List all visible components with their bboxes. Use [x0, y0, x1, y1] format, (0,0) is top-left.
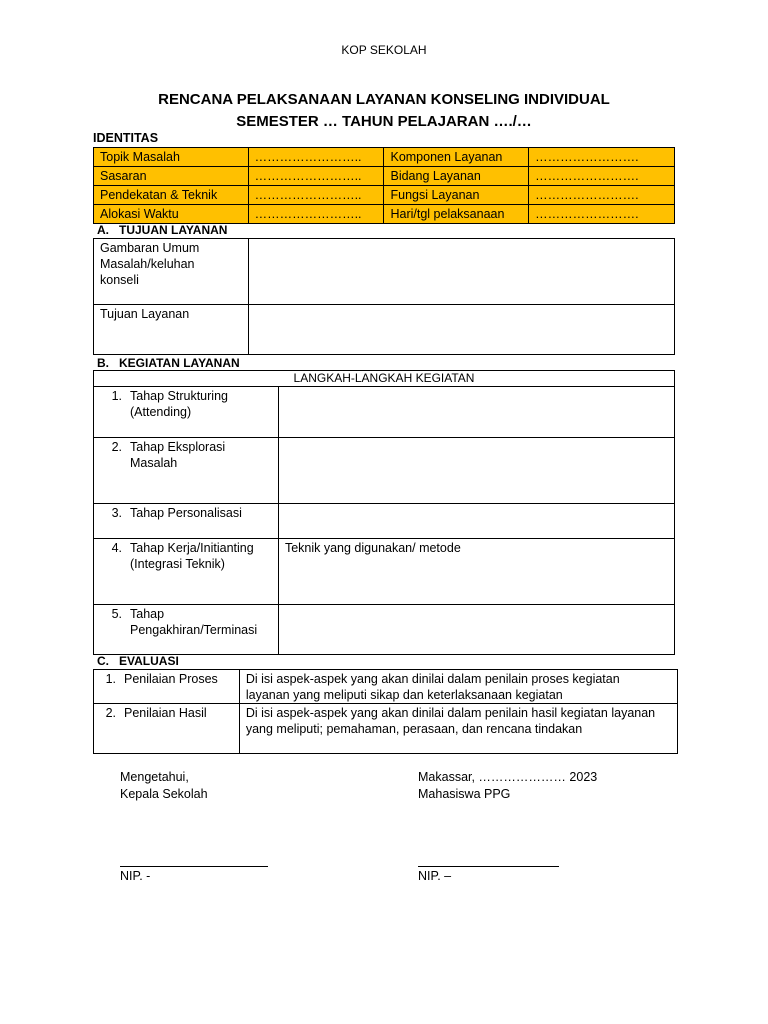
section-title: KEGIATAN LAYANAN [119, 356, 240, 370]
table-row [94, 387, 675, 438]
evaluasi-table [93, 669, 678, 754]
signature-left [120, 769, 208, 803]
step-line: (Attending) [130, 405, 192, 419]
identitas-label: Bidang Layanan [384, 167, 529, 186]
eval-number: 1. [105, 672, 116, 686]
section-title: EVALUASI [119, 654, 179, 668]
step-line: Tahap Strukturing [130, 389, 228, 403]
identitas-value[interactable]: ……………………. [529, 167, 675, 186]
step-number: 2. [111, 440, 122, 454]
identitas-value[interactable]: ……………………. [529, 148, 675, 167]
document-title: RENCANA PELAKSANAAN LAYANAN KONSELING INDIVIDUAL [158, 91, 610, 108]
tujuan-label: Tujuan Layanan [94, 305, 249, 355]
step-label [94, 539, 279, 605]
table-row [94, 305, 675, 355]
step-line: Tahap Personalisasi [130, 506, 242, 520]
identitas-value[interactable]: …………………….. [248, 205, 384, 224]
identitas-label: Topik Masalah [94, 148, 249, 167]
section-title: TUJUAN LAYANAN [119, 223, 228, 237]
step-content-cell[interactable]: Teknik yang digunakan/ metode [278, 539, 674, 605]
step-label [94, 438, 279, 504]
identitas-label: Komponen Layanan [384, 148, 529, 167]
step-content-cell[interactable] [278, 504, 674, 539]
signature-line-left [120, 866, 268, 867]
letterhead-placeholder: KOP SEKOLAH [341, 43, 427, 57]
table-row [94, 167, 675, 186]
table-row [94, 186, 675, 205]
nip-left: NIP. - [120, 869, 151, 883]
step-label [94, 605, 279, 655]
identitas-value[interactable]: …………………….. [248, 167, 384, 186]
step-line: (Integrasi Teknik) [130, 557, 225, 571]
eval-label-text: Penilaian Hasil [124, 706, 207, 720]
identitas-value[interactable]: …………………….. [248, 186, 384, 205]
step-number: 3. [111, 506, 122, 520]
identitas-value[interactable]: ……………………. [529, 186, 675, 205]
table-header: LANGKAH-LANGKAH KEGIATAN [94, 371, 675, 387]
table-row [94, 148, 675, 167]
evaluasi-label [94, 704, 240, 754]
label-line: Gambaran Umum [100, 241, 200, 255]
step-line: Masalah [130, 456, 178, 470]
step-line: Pengakhiran/Terminasi [130, 623, 258, 637]
table-row [94, 670, 678, 704]
evaluasi-content[interactable] [239, 670, 677, 704]
evaluasi-label [94, 670, 240, 704]
nip-right: NIP. – [418, 869, 452, 883]
table-row [94, 605, 675, 655]
kegiatan-table [93, 370, 675, 655]
identitas-label: Alokasi Waktu [94, 205, 249, 224]
signature-right-place-date: Makassar, ………………… 2023 [418, 770, 598, 784]
eval-number: 2. [105, 706, 116, 720]
identitas-label: Hari/tgl pelaksanaan [384, 205, 529, 224]
identitas-label: Pendekatan & Teknik [94, 186, 249, 205]
identitas-heading: IDENTITAS [93, 131, 159, 145]
section-a-heading [97, 223, 227, 237]
step-content-cell[interactable] [278, 387, 674, 438]
step-number: 4. [111, 541, 122, 555]
eval-text-line: layanan yang meliputi sikap dan keterlaksanaan kegiatan [245, 688, 563, 702]
identitas-value[interactable]: ……………………. [529, 205, 675, 224]
step-line: Tahap Kerja/Initianting [130, 541, 254, 555]
step-label [94, 504, 279, 539]
step-line: Tahap Eksplorasi [130, 440, 226, 454]
tujuan-label [94, 239, 249, 305]
eval-label-text: Penilaian Proses [124, 672, 218, 686]
section-c-heading [97, 654, 179, 668]
section-number: C. [97, 654, 109, 668]
section-number: A. [97, 223, 109, 237]
tujuan-content-cell[interactable] [248, 239, 674, 305]
eval-text-line: Di isi aspek-aspek yang akan dinilai dalam penilain hasil kegiatan layanan [245, 706, 656, 720]
tujuan-table [93, 238, 675, 355]
step-number: 5. [111, 607, 122, 621]
step-content-cell[interactable] [278, 605, 674, 655]
identitas-table [93, 147, 675, 224]
signature-left-role: Kepala Sekolah [120, 787, 208, 801]
step-line: Tahap [130, 607, 165, 621]
section-number: B. [97, 356, 109, 370]
signature-line-right [418, 866, 559, 867]
table-row [94, 539, 675, 605]
step-content-cell[interactable] [278, 438, 674, 504]
identitas-label: Sasaran [94, 167, 249, 186]
table-row [94, 205, 675, 224]
evaluasi-content[interactable] [239, 704, 677, 754]
eval-text-line: Di isi aspek-aspek yang akan dinilai dalam penilain proses kegiatan [245, 672, 620, 686]
step-number: 1. [111, 389, 122, 403]
step-label [94, 387, 279, 438]
signature-right [418, 769, 597, 803]
label-line: Masalah/keluhan [100, 257, 195, 271]
label-line: konseli [100, 273, 139, 287]
table-row [94, 239, 675, 305]
table-row [94, 504, 675, 539]
table-row [94, 438, 675, 504]
identitas-label: Fungsi Layanan [384, 186, 529, 205]
section-b-heading [97, 356, 240, 370]
table-header-row [94, 371, 675, 387]
eval-text-line: yang meliputi; pemahaman, perasaan, dan rencana tindakan [245, 722, 583, 736]
tujuan-content-cell[interactable] [248, 305, 674, 355]
table-row [94, 704, 678, 754]
signature-right-role: Mahasiswa PPG [418, 787, 511, 801]
identitas-value[interactable]: …………………….. [248, 148, 384, 167]
signature-left-line: Mengetahui, [120, 770, 189, 784]
document-subtitle: SEMESTER … TAHUN PELAJARAN …./… [236, 113, 532, 130]
